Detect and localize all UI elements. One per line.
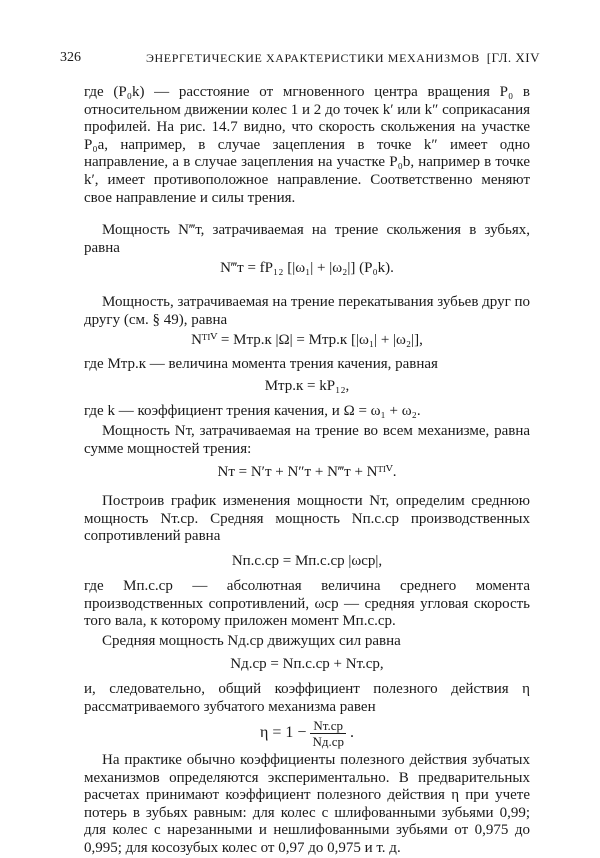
- paragraph-efficiency: и, следовательно, общий коэффициент полезного действия η рассматриваемого зубчатого механизма равен: [84, 681, 530, 715]
- paragraph-rolling-moment: где Mтр.к — величина момента трения качения, равная: [84, 356, 438, 372]
- efficiency-end: .: [349, 724, 354, 741]
- paragraph-practice: На практике обычно коэффициенты полезного действия зубчатых механизмов определяются экспериментально. В предварительных расчетах принимают коэффициент полезного действия η при учете потерь в зубьях равным: для колес с шлифованными зубьями 0,99; для колес с нарезанными и нешлифованными зубьями от 0,975 до 0,995; для косозубых колес от 0,97 до 0,975 и т. д.: [84, 752, 530, 856]
- formula-rolling-friction: Nᵀᴵⱽ = Mтр.к |Ω| = Mтр.к [|ω₁| + |ω₂|],: [191, 332, 423, 348]
- running-title: ЭНЕРГЕТИЧЕСКИЕ ХАРАКТЕРИСТИКИ МЕХАНИЗМОВ: [146, 51, 480, 65]
- formula-driving-power: Nд.ср = Nп.с.ср + Nт.ср,: [230, 656, 384, 672]
- formula-resistance-power: Nп.с.ср = Mп.с.ср |ωср|,: [231, 553, 383, 569]
- paragraph-sliding-power: Мощность N‴т, затрачиваемая на трение скольжения в зубьях, равна: [84, 222, 530, 256]
- formula-rolling-moment: Mтр.к = kP₁₂,: [264, 378, 350, 394]
- paragraph-rolling-power: Мощность, затрачиваемая на трение перекатывания зубьев друг по другу (см. § 49), равна: [84, 294, 531, 328]
- running-header: [60, 50, 540, 72]
- efficiency-numerator: Nт.ср: [310, 718, 346, 734]
- chapter-label: [ГЛ. XIV: [486, 50, 540, 65]
- paragraph-contact-distance: где (P₀k) — расстояние от мгновенного центра вращения P₀ в относительном движении колес 1 и 2 до точек k′ или k″ соприкасания профилей. На рис. 14.7 видно, что скорость скольжения на участке P₀a, например, в случае зацепления в точке k″ имеет одно направление, а в случае зацепления на участке P₀b, например в точке k′, имеет противоположное направление. Соответственно меняют свое направление и силы трения.: [84, 84, 530, 206]
- paragraph-total-friction: Мощность Nт, затрачиваемая на трение во всем механизме, равна сумме мощностей трения:: [84, 423, 530, 457]
- page-number: 326: [60, 50, 81, 65]
- paragraph-rolling-coefficient: где k — коэффициент трения качения, и Ω = ω₁ + ω₂.: [84, 403, 421, 419]
- paragraph-average-power: Построив график изменения мощности Nт, определим среднюю мощность Nт.ср. Средняя мощность Nп.с.ср производственных сопротивлений равна: [84, 493, 530, 545]
- formula-total-friction: Nт = N′т + N″т + N‴т + Nᵀᴵⱽ.: [217, 464, 397, 480]
- formula-sliding-friction: N‴т = fP₁₂ [|ω₁| + |ω₂|] (P₀k).: [220, 260, 394, 276]
- formula-efficiency: [84, 716, 530, 750]
- efficiency-lhs: η = 1 −: [260, 724, 307, 741]
- efficiency-denominator: Nд.ср: [312, 733, 344, 749]
- efficiency-fraction: [310, 718, 346, 749]
- paragraph-driving-power: Средняя мощность Nд.ср движущих сил равна: [102, 633, 401, 649]
- paragraph-resistance-moment: где Mп.с.ср — абсолютная величина среднего момента производственных сопротивлений, ωср — средняя угловая скорость того вала, к которому приложен момент Mп.с.ср.: [84, 578, 530, 630]
